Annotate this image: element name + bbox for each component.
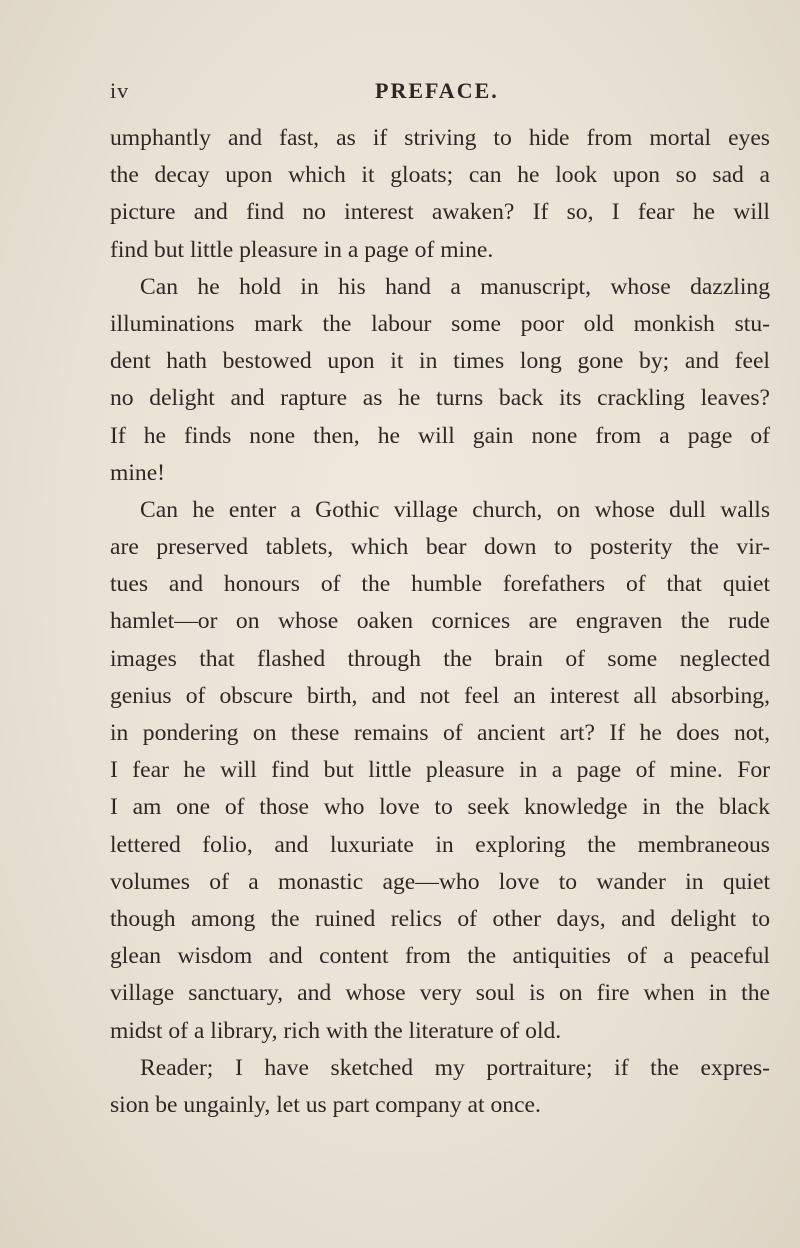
text-line: Reader; I have sketched my portraiture; if the expres- [140,1054,770,1081]
text-line: I am one of those who love to seek knowledge in the black [110,794,770,821]
text-line: find but little pleasure in a page of mine. [110,236,494,263]
text-line: mine! [110,459,166,486]
text-line: I fear he will find but little pleasure in a page of mine. For [110,757,770,784]
text-line: midst of a library, rich with the literature of old. [110,1017,562,1044]
text-line: picture and find no interest awaken? If so, I fear he will [110,199,770,226]
text-line: Can he enter a Gothic village church, on whose dull walls [140,496,770,523]
text-line: the decay upon which it gloats; can he look upon so sad a [110,162,770,189]
text-line: in pondering on these remains of ancient art? If he does not, [110,720,770,746]
text-line: lettered folio, and luxuriate in exploring the membraneous [110,831,770,858]
text-line: sion be ungainly, let us part company at once. [110,1091,541,1118]
text-line: village sanctuary, and whose very soul is on fire when in the [110,980,770,1007]
text-line: Can he hold in his hand a manuscript, whose dazzling [140,273,770,300]
text-line: are preserved tablets, which bear down to posterity the vir- [110,534,770,561]
text-line: umphantly and fast, as if striving to hide from mortal eyes [110,125,770,151]
text-line: hamlet—or on whose oaken cornices are engraven the rude [110,608,770,635]
text-line: no delight and rapture as he turns back its crackling leaves? [110,385,770,412]
body-text [110,120,770,1124]
text-line: tues and honours of the humble forefathers of that quiet [110,571,770,598]
running-head: PREFACE. [375,78,499,103]
text-line: glean wisdom and content from the antiquities of a peaceful [110,943,770,970]
text-line: images that flashed through the brain of some neglected [110,645,770,672]
text-line: though among the ruined relics of other days, and delight to [110,905,770,932]
page-header [110,78,770,112]
text-line: dent hath bestowed upon it in times long gone by; and feel [110,348,770,375]
text-line: genius of obscure birth, and not feel an interest all absorbing, [110,682,770,709]
text-line: illuminations mark the labour some poor old monkish stu- [110,310,770,337]
text-line: volumes of a monastic age—who love to wander in quiet [110,868,770,895]
page-number: iv [110,78,130,103]
text-line: If he finds none then, he will gain none from a page of [110,422,770,449]
